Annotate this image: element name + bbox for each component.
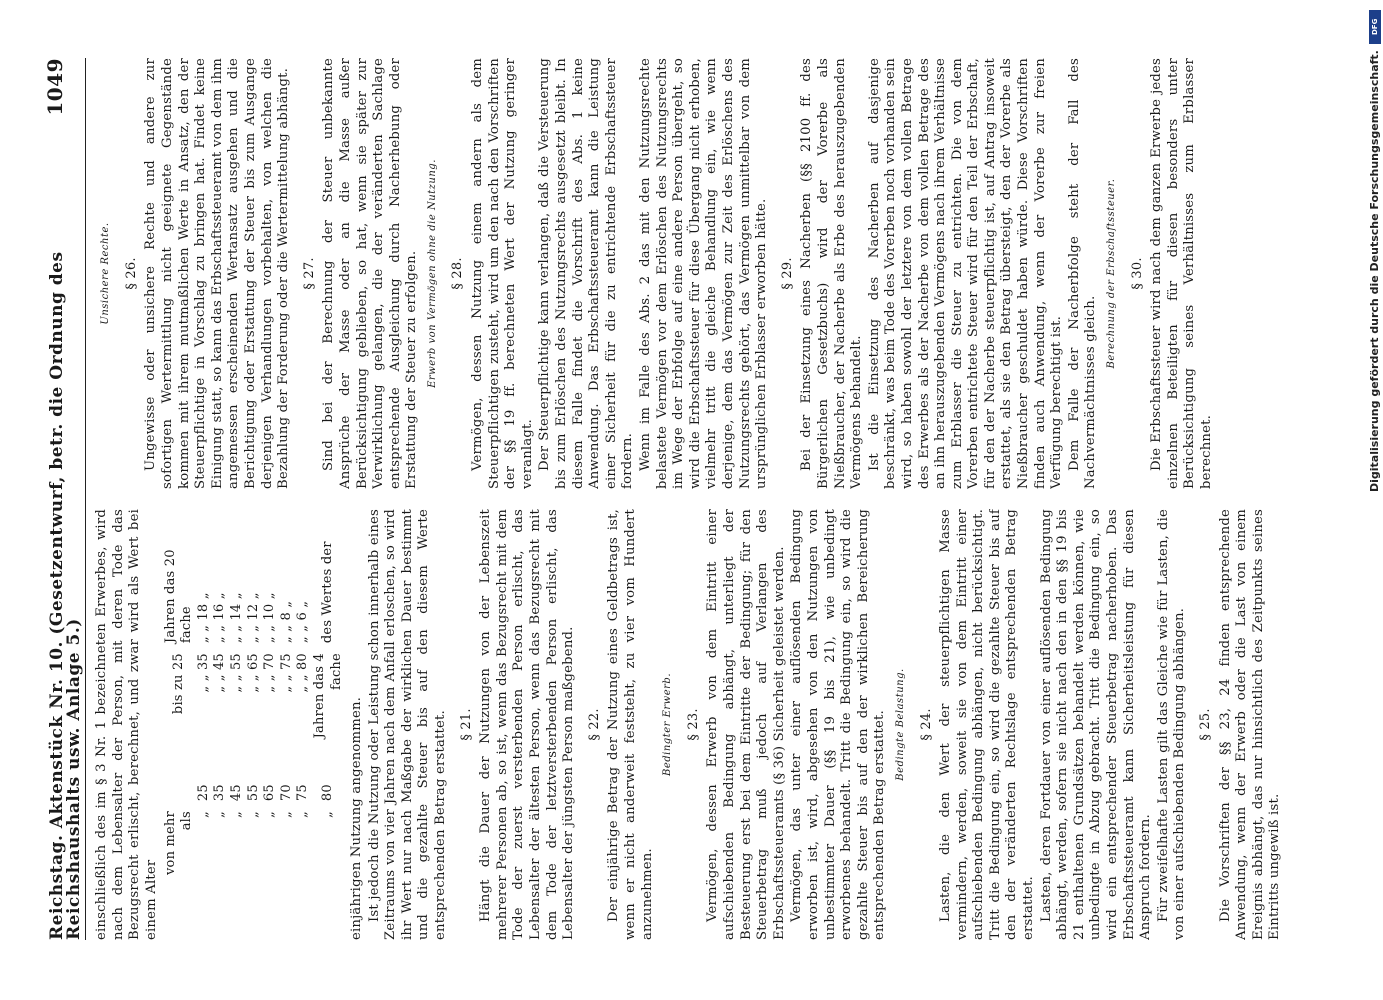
scale-cell: 25: [195, 784, 211, 802]
rotated-document-page: [31, 30, 1351, 970]
scale-cell: „: [262, 811, 278, 819]
scale-cell: „ „ 14 „: [228, 592, 244, 644]
scale-cell: „: [295, 811, 311, 819]
scale-cell: 70: [278, 784, 294, 802]
scale-cell: „ „ 16 „: [212, 592, 228, 644]
scale-cell: von mehr als: [162, 811, 195, 875]
paragraph: einjährigen Nutzung angenommen.: [349, 696, 365, 940]
scale-cell: 55: [245, 784, 261, 802]
subheading: Unsichere Rechte.: [100, 222, 112, 325]
paragraph: Lasten, die den Wert der steuerpflichtigen Masse vermindern, werden, soweit sie von dem Eintritt einer aufschiebenden Bedingung abhängen, nicht berücksichtigt. Tritt die Bedingung ein, so wird die gezahlte Steuer bis auf den der veränderten Rechtslage entsprechenden Betrag erstattet.: [938, 509, 1037, 940]
scale-cell: [163, 779, 196, 806]
running-head-title: Reichstag. Aktenstück Nr. 10. (Gesetzentwurf, betr. die Ordnung des Reichshaushalts usw. Anlage 5.): [47, 251, 84, 940]
scale-cell: 35: [212, 784, 228, 802]
scale-cell: „: [320, 811, 336, 819]
scale-cell: bis zu 25: [170, 653, 186, 715]
scale-cell: „ „ 18 „: [195, 592, 211, 644]
section-heading-24: § 24.: [918, 708, 934, 741]
right-column: [94, 58, 1329, 489]
scale-cell: „ „ 70: [262, 653, 278, 693]
scale-cell: „ „ 55: [228, 653, 244, 693]
scale-cell: Jahren das 20 fache: [162, 549, 195, 644]
scale-cell: 45: [228, 784, 244, 802]
scale-cell: des Wertes der: [320, 541, 336, 644]
paragraph: Die Vorschriften der §§ 23, 24 finden entsprechende Anwendung, wenn der Erwerb oder die Last von einem Ereignis abhängt, das nur hinsichtlich des Zeitpunkts seines Eintritts ungewiß ist.: [1217, 509, 1283, 940]
paragraph: Wenn im Falle des Abs. 2 das mit den Nutzungsrechte belastete Vermögen vor dem Erlöschen des Nutzungsrechts im Wege der Erbfolge auf eine andere Person übergeht, so wird die Erbschaftssteuer für diese Übergang nicht erhoben, vielmehr tritt die gleiche Behandlung ein, wie wenn derjenige, dem das Vermögen zur Zeit des Erlöschens des Nutzungsrechts gehört, das Vermögen unmittelbar von dem ursprünglichen Erblasser erworben hätte.: [638, 58, 770, 489]
section-heading-21: § 21.: [458, 708, 474, 741]
paragraph: Vermögen, dessen Erwerb von dem Eintritt einer aufschiebenden Bedingung abhängt, unterliegt der Besteuerung erst bei dem Eintritte der Bedingung; für den Steuerbetrag muß jedoch auf Verlangen des Erbschaftssteueramts (§ 36) Sicherheit geleistet werden.: [705, 509, 787, 940]
scale-cell: „ „ 45: [212, 653, 228, 693]
scale-cell: 75: [295, 784, 311, 802]
scale-cell: „: [195, 811, 211, 819]
scale-cell: 80: [320, 784, 336, 802]
section-heading-28: § 28.: [450, 257, 466, 290]
paragraph: Vermögen, das unter einer auflösenden Bedingung erworben ist, wird, abgesehen von den Nutzungen von unbestimmter Dauer (§§ 19 bis 21), wie unbedingt erworbenes behandelt. Tritt die Bedingung ein, so wird die gezahlte Steuer bis auf den der wirklichen Bereicherung entsprechenden Betrag erstattet.: [789, 509, 888, 940]
subheading: Erwerb von Vermögen ohne die Nutzung.: [426, 159, 438, 388]
dfg-logo: DFG: [1369, 10, 1381, 44]
age-scale-table: [163, 509, 346, 900]
section-heading-23: § 23.: [685, 708, 701, 741]
subheading: Bedingter Erwerb.: [662, 672, 674, 777]
scale-cell: „ „ 12 „: [245, 592, 261, 644]
running-head: [43, 58, 86, 940]
section-heading-26: § 26.: [123, 257, 139, 290]
scale-cell: „ „ 75: [278, 653, 294, 693]
scale-row: [262, 509, 279, 900]
page-number: 1049: [43, 58, 67, 116]
scale-cell: „ „ 65: [245, 653, 261, 693]
section-heading-29: § 29.: [779, 257, 795, 290]
left-column: [94, 509, 1329, 940]
scale-cell: „ „ 6 „: [295, 600, 311, 644]
scale-cell: „: [228, 811, 244, 819]
scale-cell: 65: [262, 784, 278, 802]
scale-row: [229, 509, 246, 900]
paragraph: Ungewisse oder unsichere Rechte und andere zur sofortigen Wertermittlung nicht geeignete Gegenstände kommen mit ihrem mutmaßlichen Werte in Ansatz, den der Steuerpflichtige in Vorschlag zu bringen hat. Findet keine Einigung statt, so kann das Erbschaftssteueramt von dem ihm angemessen erscheinenden Wertansatz ausgehen und die Berichtigung oder Erstattung der Steuer bis zum Ausgange derjenigen Verhandlungen vorbehalten, von welchen die Bezahlung der Forderung oder die Wertermittelung abhängt.: [143, 58, 292, 489]
paragraph: Sind bei der Berechnung der Steuer unbekannte Ansprüche der Masse oder an die Masse außer Berücksichtigung geblieben, so hat, wenn sie später zur Verwirklichung gelangen, die der veränderten Sachlage entsprechende Ausgleichung durch Nacherhebung oder Erstattung der Steuer zu erfolgen.: [321, 58, 420, 489]
scale-row: [212, 509, 229, 900]
scale-row: [295, 509, 312, 900]
paragraph: Bei der Einsetzung eines Nacherben (§§ 2100 ff. des Bürgerlichen Gesetzbuchs) wird der Vorerbe als Nießbraucher, der Nacherbe als Erbe des herauszugebenden Vermögens behandelt.: [799, 58, 865, 489]
section-heading-25: § 25.: [1198, 708, 1213, 741]
section-heading-30: § 30.: [1129, 257, 1145, 290]
subheading: Bedingte Belastung.: [894, 668, 906, 781]
scale-cell: „ „ 80: [295, 653, 311, 693]
paragraph: Der Steuerpflichtige kann verlangen, daß die Versteuerung bis zum Erlöschen des Nutzungsrechts ausgesetzt bleibt. In diesem Falle findet die Vorschrift des Abs. 1 keine Anwendung. Das Erbschaftssteueramt kann die Leistung einer Sicherheit für die zu entrichtende Erbschaftssteuer fordern.: [537, 58, 636, 489]
scale-cell: „ „ 8 „: [278, 600, 294, 644]
paragraph: Ist jedoch die Nutzung oder Leistung schon innerhalb eines Zeitraums von vier Jahren nach dem Anfall erloschen, so wird ihr Wert nur nach Maßgabe der wirklichen Dauer bestimmt und die gezahlte Steuer bis auf den diesem Werte entsprechenden Betrag erstattet.: [366, 509, 449, 940]
section-heading-22: § 22.: [586, 708, 602, 741]
scale-row: [163, 509, 196, 900]
paragraph: Der einjährige Betrag der Nutzung eines Geldbetrags ist, wenn er nicht anderweit feststeht, zu vier vom Hundert anzunehmen.: [606, 509, 655, 940]
digitization-sidebar: [1367, 0, 1383, 1000]
subheading: Berechnung der Erbschaftssteuer.: [1106, 178, 1118, 369]
paragraph: Lasten, deren Fortdauer von einer auflösenden Bedingung abhängt, werden, sofern sie nicht nach den in den §§ 19 bis 21 enthaltenen Grundsätzen behandelt werden können, wie unbedingte in Abzug gebracht. Tritt die Bedingung ein, so wird ein entsprechender Steuerbetrag nacherhoben. Das Erbschaftssteueramt kann Sicherheitsleistung für diesen Anspruch fordern.: [1038, 509, 1154, 940]
paragraph: Ist die Einsetzung des Nacherben auf dasjenige beschränkt, was beim Tode des Vorerben noch vorhanden sein wird, so haben sowohl der letztere von dem vollen Betrage des Erwerbes als der Nacherbe von dem vollen Betrage des an ihn herauszugebenden Vermögens nach ihrem Verhältnisse zum Erblasser die Steuer zu entrichten. Die von dem Vorerben entrichtete Steuer wird für den Teil der Erbschaft, für den der Nacherbe steuerpflichtig ist, auf Antrag insoweit erstattet, als sie den Betrag übersteigt, den der Vorerbe als Nießbraucher geschuldet haben würde. Diese Vorschriften finden auch Anwendung, wenn der Vorerbe zur freien Verfügung berechtigt ist.: [866, 58, 1065, 489]
scale-cell: „ „ 35: [195, 653, 211, 693]
paragraph: Dem Falle der Nacherbfolge steht der Fall des Nachvermächtnisses gleich.: [1066, 58, 1099, 489]
scale-cell: „: [278, 811, 294, 819]
scale-row: [279, 509, 296, 900]
scale-cell: „ „ 10 „: [262, 592, 278, 644]
scale-row: [312, 509, 345, 900]
paragraph: Die Erbschaftssteuer wird nach dem ganzen Erwerbe jedes einzelnen Beteiligten für diesen besonders unter Berücksichtigung seines Verhältnisses zum Erblasser berechnet.: [1149, 58, 1214, 489]
digitization-note: Digitalisierung gefördert durch die Deutsche Forschungsgemeinschaft.: [1368, 50, 1381, 492]
scale-cell: „: [245, 811, 261, 819]
scale-cell: Jahren das 4 fache: [311, 653, 344, 739]
scale-cell: „: [212, 811, 228, 819]
paragraph: Für zweifelhafte Lasten gilt das Gleiche wie für Lasten, die von einer aufschiebenden Bedingung abhängen.: [1155, 509, 1188, 940]
section-heading-27: § 27.: [301, 257, 317, 290]
paragraph: Hängt die Dauer der Nutzungen von der Lebenszeit mehrerer Personen ab, so ist, wenn das Bezugsrecht mit dem Tode der zuerst versterbenden Person erlischt, das Lebensalter der ältesten Person, wenn das Bezugsrecht mit dem Tode der letztversterbenden Person erlischt, das Lebensalter der jüngsten Person maßgebend.: [478, 509, 577, 940]
scale-row: [246, 509, 263, 900]
scale-row: [196, 509, 213, 900]
paragraph: Vermögen, dessen Nutzung einem andern als dem Steuerpflichtigen zusteht, wird um den nach den Vorschriften der §§ 19 ff. berechneten Wert der Nutzung geringer veranlagt.: [470, 58, 535, 489]
text-columns: [94, 58, 1329, 940]
paragraph: einschließlich des im § 3 Nr. 1 bezeichneten Erwerbes, wird nach dem Lebensalter der Person, mit deren Tode das Bezugsrecht erlischt, berechnet, und zwar wird als Wert bei einem Alter: [94, 509, 159, 940]
